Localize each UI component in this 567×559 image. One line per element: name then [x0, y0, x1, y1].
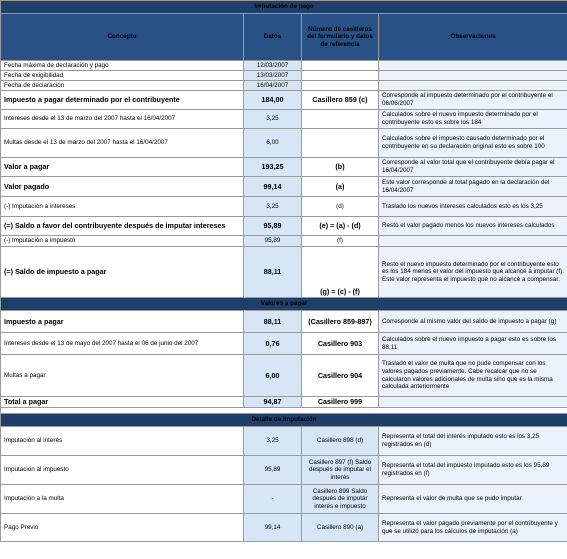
reference-cell: Casillero 897 (f) Saldo después de imputar el interés	[302, 456, 379, 485]
observation-cell: Corresponde al impuesto determinado por el contribuyente el 06/06/2007	[379, 91, 567, 110]
concept-cell: Multas a pagar	[1, 355, 244, 397]
header-row	[1, 14, 567, 61]
section-title-valores: Valores a pagar	[1, 298, 567, 311]
reference-cell	[302, 81, 379, 91]
reference-cell: (d)	[302, 197, 379, 217]
reference-cell: Casillero 898 (d)	[302, 427, 379, 456]
observation-cell: Representa el valor de multa que se pudo imputar	[379, 485, 567, 514]
table-row	[1, 197, 567, 217]
observation-cell: Calculados sobre el nuevo impuesto determinado por el contribuyente esto es sobre los 184	[379, 110, 567, 129]
data-cell: 88,11	[244, 311, 302, 333]
observation-cell: Resto el valor pagado menos los nuevos intereses calculados	[379, 217, 567, 236]
concept-cell: Imputación a la multa	[1, 485, 244, 514]
table-row	[1, 61, 567, 71]
data-cell: 12/03/2007	[244, 61, 302, 71]
table-row	[1, 311, 567, 333]
table-row	[1, 217, 567, 236]
observation-cell	[379, 61, 567, 71]
header-concepto: Concepto	[1, 14, 244, 61]
concept-cell: Fecha de declaración	[1, 81, 244, 91]
concept-cell: Intereses desde el 13 de marzo del 2007 hasta el 16/04/2007	[1, 110, 244, 129]
concept-cell: Fecha de exigibilidad	[1, 71, 244, 81]
observation-cell: Calculados sobre el nuevo impuesto a pagar esto es sobre los 88,11	[379, 333, 567, 355]
data-cell: 184,00	[244, 91, 302, 110]
reference-cell: Casillero 859 (c)	[302, 91, 379, 110]
concept-cell: (-) Imputación a impuesto	[1, 236, 244, 247]
observation-cell: Representa el valor pagado previamente por el contribuyente y que se utilizó para los cálculos de imputación (a)	[379, 514, 567, 542]
concept-cell: (=) Saldo de impuesto a pagar	[1, 247, 244, 298]
observation-cell	[379, 81, 567, 91]
concept-cell: Impuesto a pagar	[1, 311, 244, 333]
data-cell: 95,89	[244, 456, 302, 485]
observation-cell: Calculados sobre el impuesto causado determinado por el contribuyente en su declaración original esto es sobre 100	[379, 129, 567, 158]
concept-cell: Valor a pagar	[1, 158, 244, 177]
table-row	[1, 427, 567, 456]
reference-cell	[302, 61, 379, 71]
observation-cell	[379, 236, 567, 247]
data-cell: 95,89	[244, 217, 302, 236]
table-row	[1, 177, 567, 197]
reference-cell: (Casillero 859-897)	[302, 311, 379, 333]
table-row	[1, 110, 567, 129]
table-row	[1, 129, 567, 158]
section-title-detalle: Detalle de Imputación	[1, 414, 567, 427]
concept-cell: Fecha máxima de declaración y pago	[1, 61, 244, 71]
observation-cell: Resto el nuevo impuesto determinado por el contribuyente esto es los 184 menos el valor del impuesto que alcancé a imputar (f). Este valor representa el impuesto que no alcancé a compensar.	[379, 247, 567, 298]
section-title-row	[1, 298, 567, 311]
header-observaciones: Observaciones	[379, 14, 567, 61]
concept-cell: Pago Previo	[1, 514, 244, 542]
data-cell: 88,11	[244, 247, 302, 298]
table-row	[1, 355, 567, 397]
table-row	[1, 514, 567, 542]
concept-cell: Multas desde el 13 de marzo del 2007 hasta el 16/04/2007	[1, 129, 244, 158]
observation-cell: Traslado los nuevos intereses calculados esto es los 3,25	[379, 197, 567, 217]
data-cell: 6,00	[244, 129, 302, 158]
reference-cell: Casillero 904	[302, 355, 379, 397]
reference-cell: (f)	[302, 236, 379, 247]
reference-cell: (a)	[302, 177, 379, 197]
table-row	[1, 71, 567, 81]
reference-cell	[302, 129, 379, 158]
table-row	[1, 91, 567, 110]
table-row	[1, 236, 567, 247]
reference-cell: (e) = (a) - (d)	[302, 217, 379, 236]
reference-cell: Casillero 899 Saldo después de imputar interés e impuesto	[302, 485, 379, 514]
data-cell: 193,25	[244, 158, 302, 177]
table-row	[1, 456, 567, 485]
data-cell: 3,25	[244, 110, 302, 129]
reference-cell: Casillero 903	[302, 333, 379, 355]
observation-cell: Representa el total del impuesto imputado esto es los 95,89 registrados en (f)	[379, 456, 567, 485]
data-cell: 94,87	[244, 397, 302, 408]
concept-cell: (-) Imputación a intereses	[1, 197, 244, 217]
reference-cell: Casillero 999	[302, 397, 379, 408]
table-row	[1, 247, 567, 298]
concept-cell: Imputación al impuesto	[1, 456, 244, 485]
observation-cell	[379, 397, 567, 408]
table-row	[1, 485, 567, 514]
concept-cell: Intereses desde el 13 de mayo del 2007 hasta el 06 de junio del 2007	[1, 333, 244, 355]
section-title-row	[1, 414, 567, 427]
data-cell: 13/03/2007	[244, 71, 302, 81]
reference-cell	[302, 110, 379, 129]
observation-cell: Corresponde al valor total que el contribuyente debía pagar el 16/04/2007	[379, 158, 567, 177]
reference-cell	[302, 71, 379, 81]
observation-cell	[379, 71, 567, 81]
observation-cell: Corresponde al mismo valor del saldo de impuesto a pagar (g)	[379, 311, 567, 333]
table-row	[1, 397, 567, 408]
data-cell: 3,25	[244, 197, 302, 217]
concept-cell: Total a pagar	[1, 397, 244, 408]
section-title-row	[1, 1, 567, 14]
data-cell: 0,76	[244, 333, 302, 355]
reference-cell: Casillero 890 (a)	[302, 514, 379, 542]
data-cell: 99,14	[244, 514, 302, 542]
concept-cell: (=) Saldo a favor del contribuyente después de imputar intereses	[1, 217, 244, 236]
table-row	[1, 333, 567, 355]
observation-cell: Este valor corresponde al total pagado en la declaración del 16/04/2007	[379, 177, 567, 197]
table-row	[1, 81, 567, 91]
reference-cell: (g) = (c) - (f)	[302, 247, 379, 298]
reference-cell: (b)	[302, 158, 379, 177]
data-cell: 99,14	[244, 177, 302, 197]
data-cell: -	[244, 485, 302, 514]
header-numero: Número de casilleros del formulario y datos de referencia	[302, 14, 379, 61]
observation-cell: Representa el total del interés imputado esto es los 3,25 registrados en (d)	[379, 427, 567, 456]
header-datos: Datos	[244, 14, 302, 61]
data-cell: 95,89	[244, 236, 302, 247]
concept-cell: Imputación al interés	[1, 427, 244, 456]
concept-cell: Valor pagado	[1, 177, 244, 197]
table-row	[1, 158, 567, 177]
data-cell: 16/04/2007	[244, 81, 302, 91]
concept-cell: Impuesto a pagar determinado por el contribuyente	[1, 91, 244, 110]
section-title-imputacion: Imputación de pago	[1, 1, 567, 14]
data-cell: 6,00	[244, 355, 302, 397]
observation-cell: Traslado el valor de multa que no pude compensar con los valores pagados previamente. Cabe recalcar que no se calcularon valores adicionales de multa sino que es la misma calculada anteriormente	[379, 355, 567, 397]
data-cell: 3,25	[244, 427, 302, 456]
